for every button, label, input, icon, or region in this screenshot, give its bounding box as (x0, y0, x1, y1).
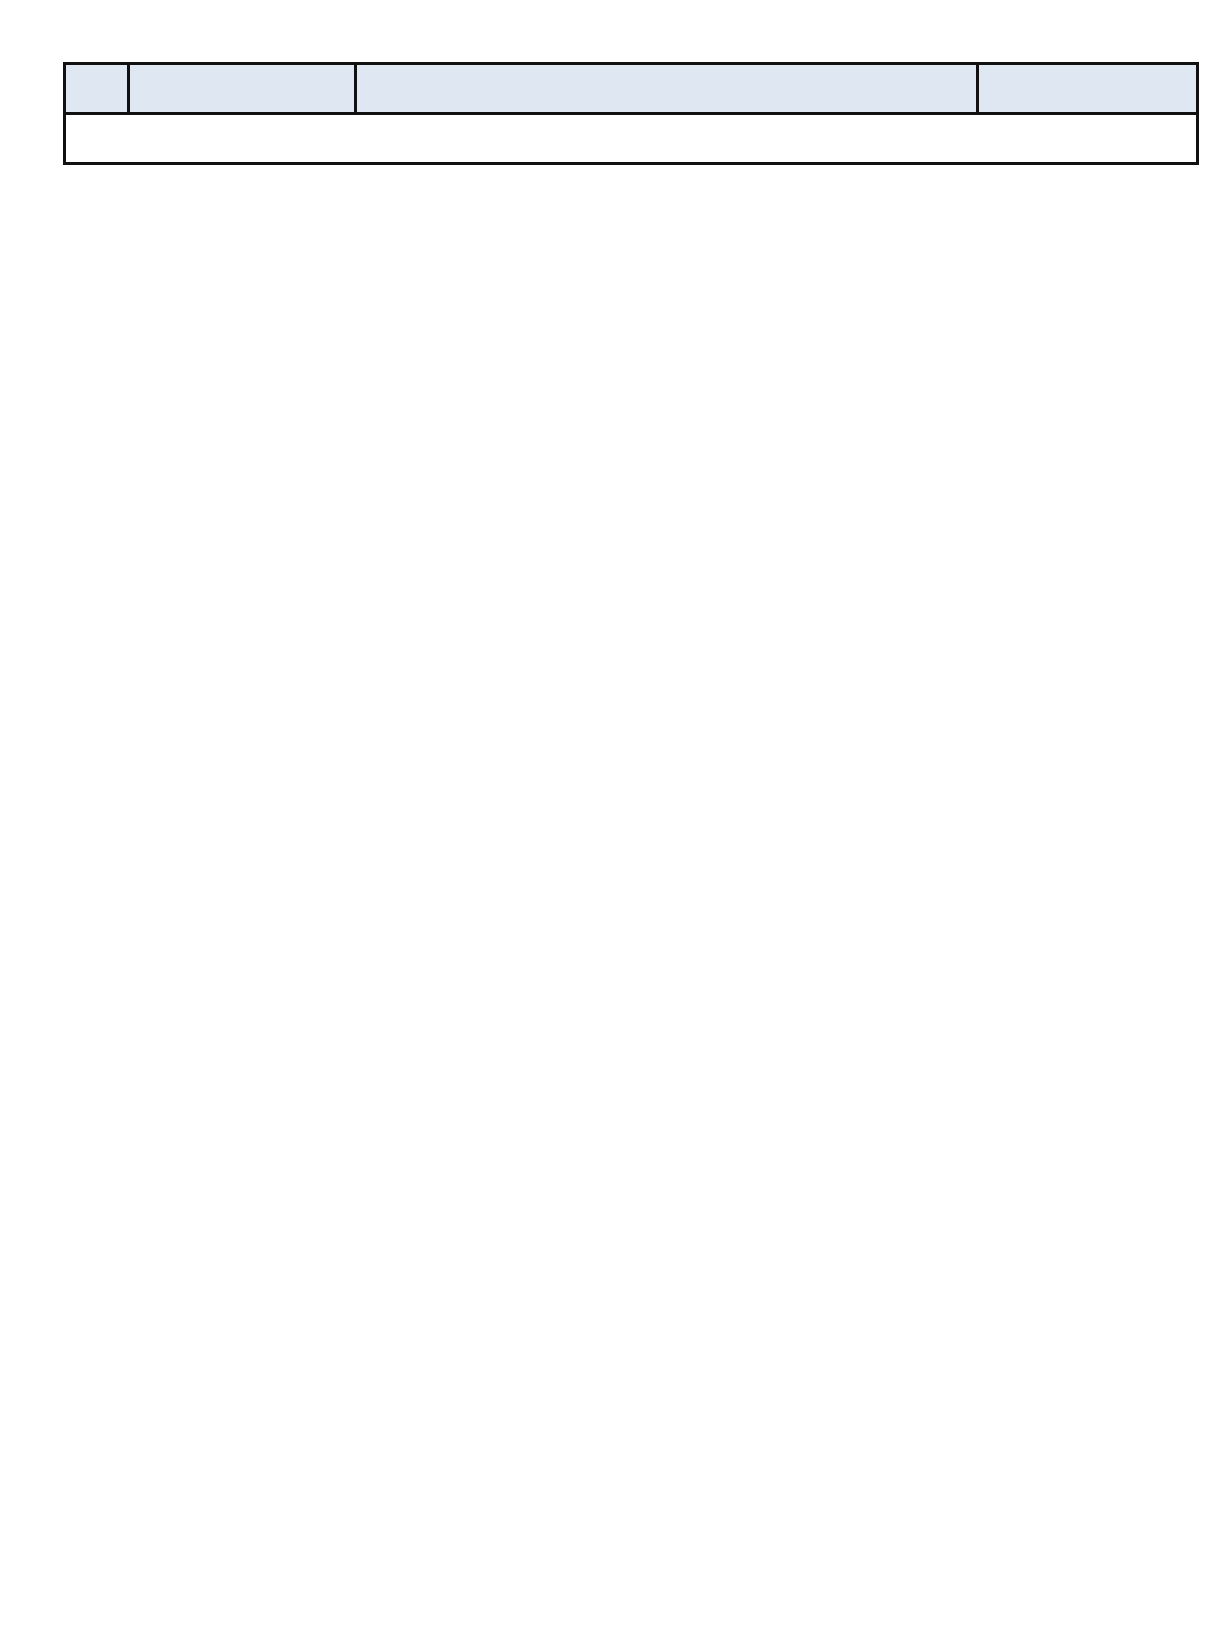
section-row (65, 114, 1198, 164)
header-note (978, 64, 1198, 114)
section-title (65, 114, 1198, 164)
header-rule (356, 64, 978, 114)
header-stt (65, 64, 129, 114)
table-header-row (65, 64, 1198, 114)
specification-table (63, 62, 1199, 165)
header-item (129, 64, 356, 114)
